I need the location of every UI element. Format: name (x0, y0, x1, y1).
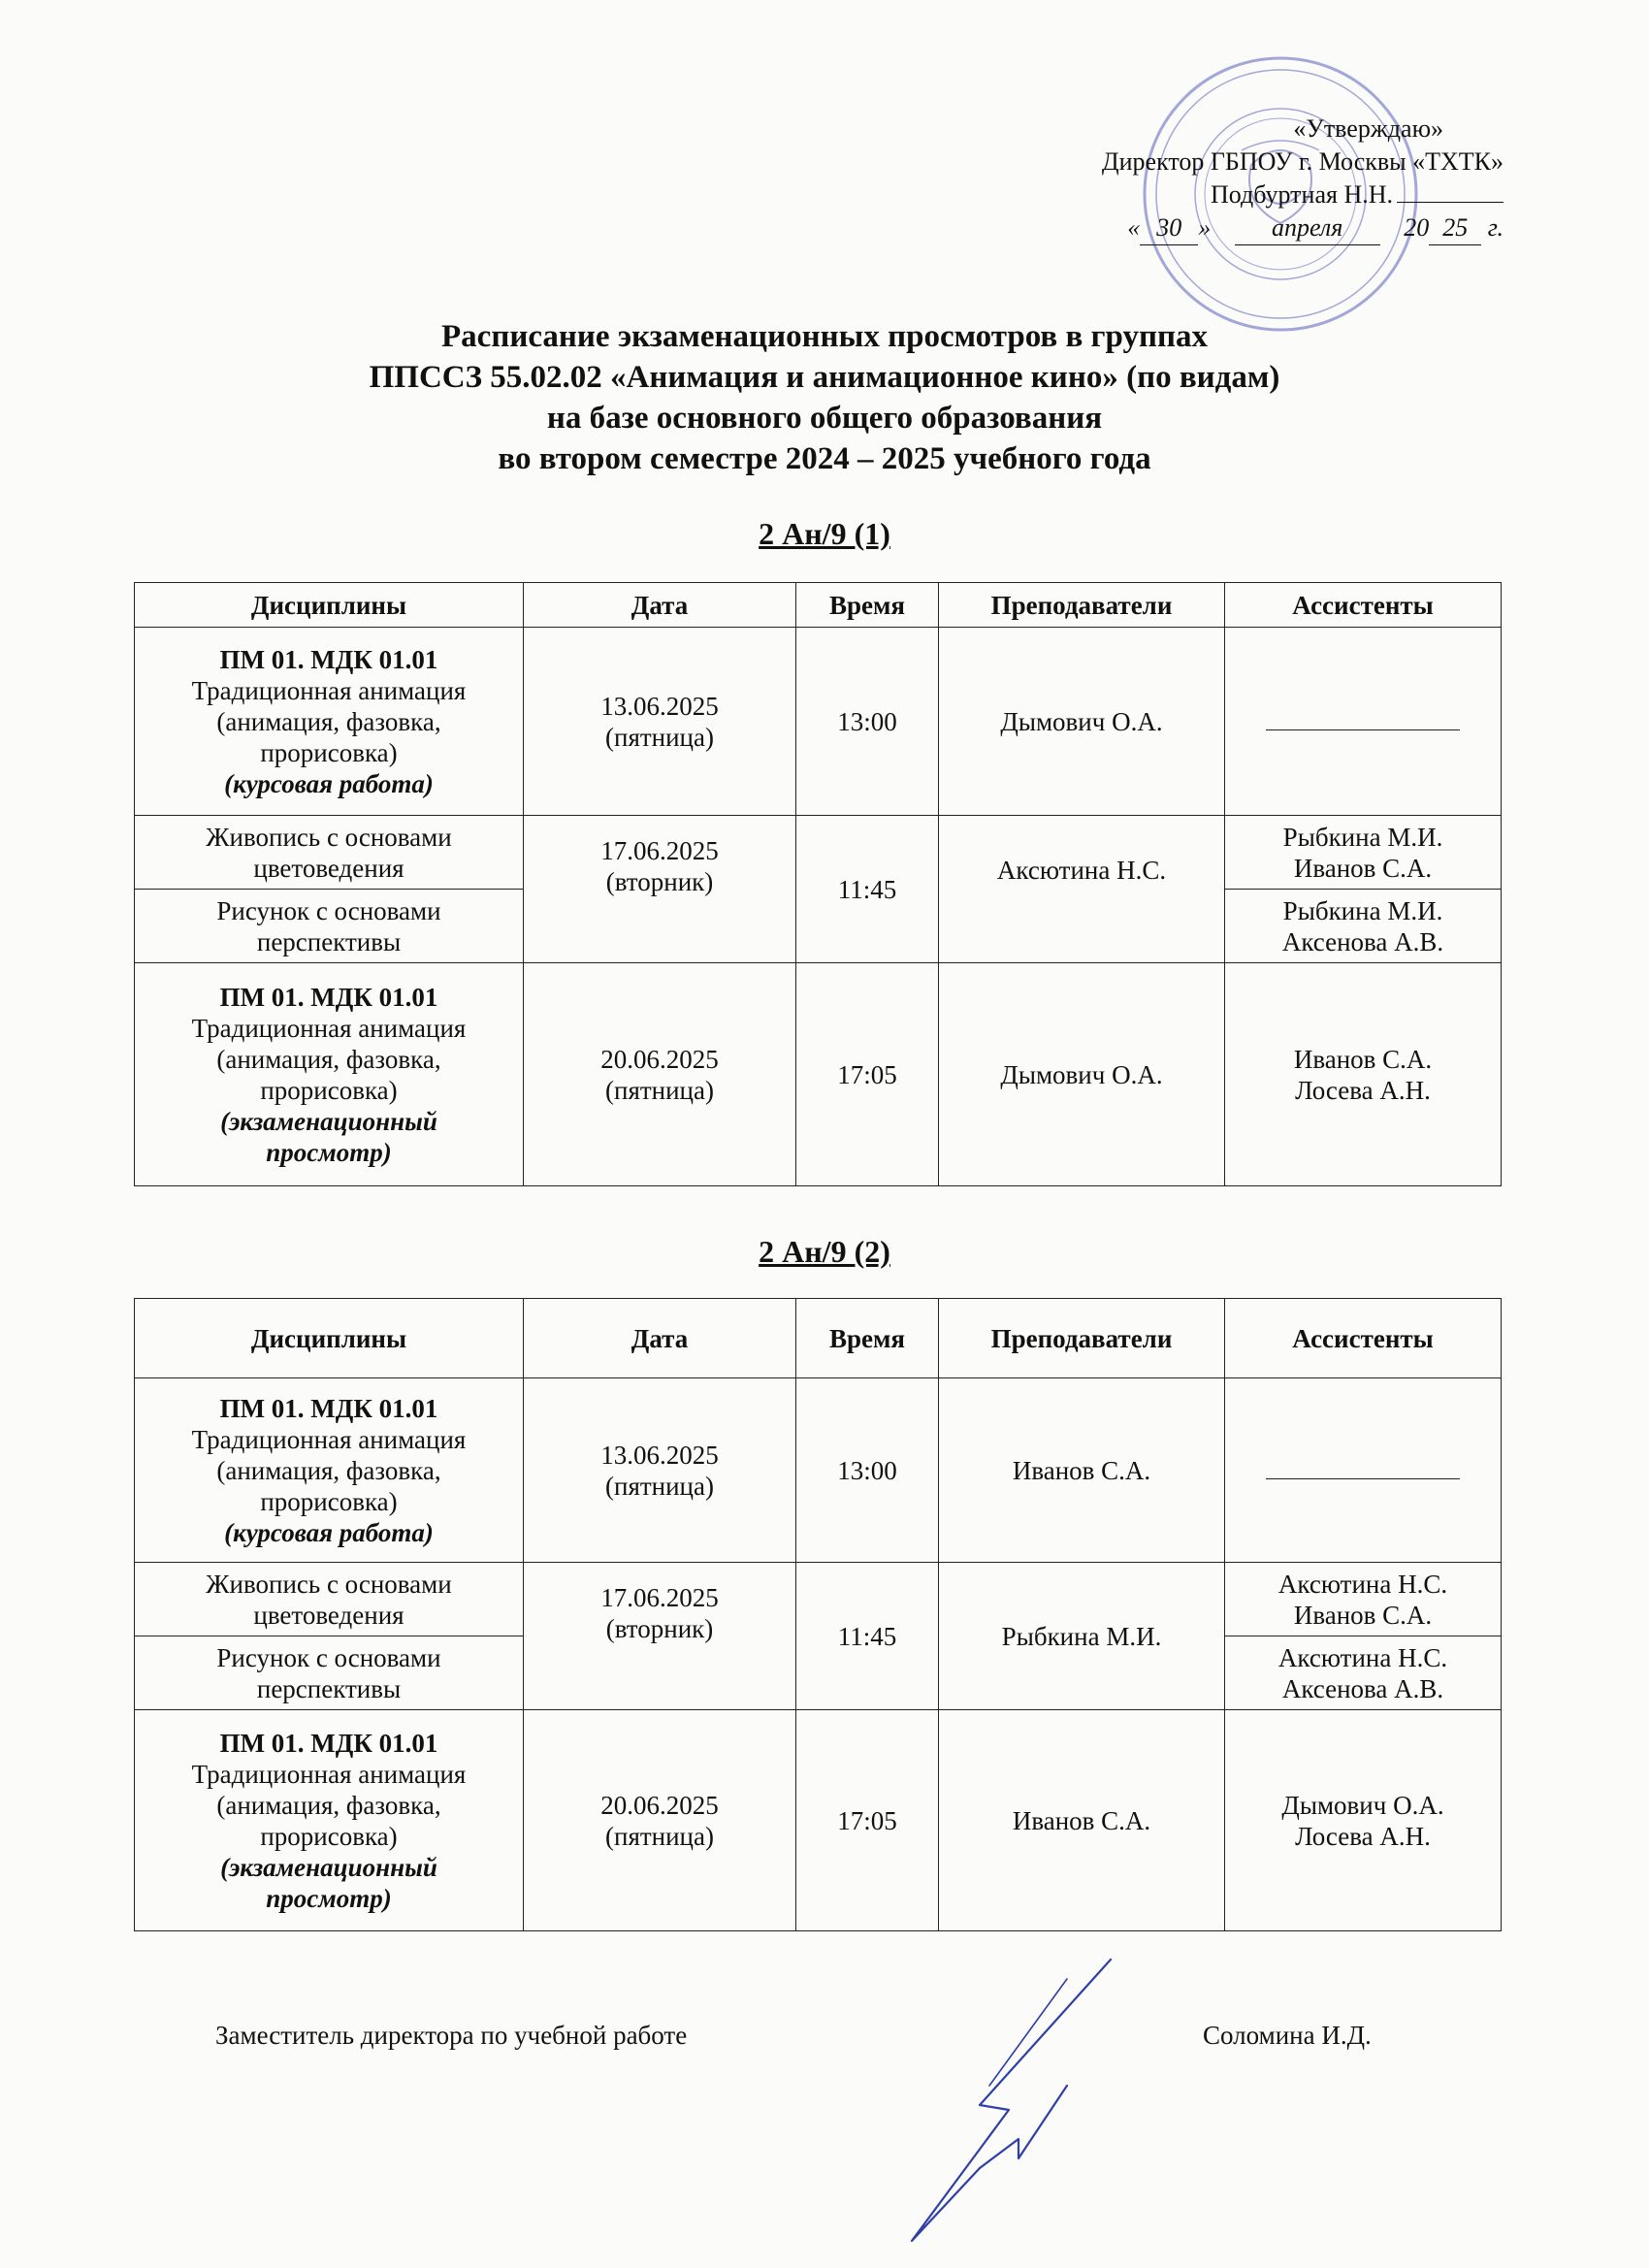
discipline-cell (135, 1710, 524, 1931)
date-cell (524, 816, 796, 963)
assistant-name: Аксютина Н.С. (1277, 1569, 1448, 1599)
empty-dash (1266, 1478, 1460, 1479)
footer-position: Заместитель директора по учебной работе (215, 2021, 688, 2050)
time-cell: 11:45 (796, 816, 939, 963)
assistant-cell (1225, 1710, 1502, 1931)
time-cell: 11:45 (796, 1563, 939, 1710)
table-row (135, 963, 1502, 1186)
discipline-cell (135, 628, 524, 816)
assistant-cell (1225, 816, 1502, 890)
assistant-name: Иванов С.А. (1293, 1600, 1433, 1630)
teacher-cell: Рыбкина М.И. (939, 1563, 1225, 1710)
approver-name: Подбуртная Н.Н. (1211, 180, 1393, 209)
weekday-value: (пятница) (605, 1821, 714, 1851)
discipline-cell (135, 816, 524, 890)
title-line3: на базе основного общего образования (546, 401, 1103, 436)
assistant-name: Лосева А.Н. (1295, 1075, 1431, 1105)
discipline-code: ПМ 01. МДК 01.01 (219, 1393, 438, 1423)
approval-line2: Директор ГБПОУ г. Москвы «ТХТК» (1101, 147, 1504, 176)
assistant-cell (1225, 963, 1502, 1186)
assistant-name: Рыбкина М.И. (1282, 822, 1443, 852)
signature-line (1397, 202, 1504, 203)
discipline-cell (135, 1636, 524, 1710)
discipline-line: перспективы (256, 1673, 402, 1703)
approval-line3 (960, 178, 1504, 211)
assistant-cell (1225, 1563, 1502, 1636)
date-cell (524, 1378, 796, 1563)
table-row (135, 1378, 1502, 1563)
teacher-cell: Иванов С.А. (939, 1710, 1225, 1931)
discipline-line: (анимация, фазовка, (216, 1455, 441, 1485)
discipline-line: цветоведения (253, 1600, 404, 1630)
discipline-line: (анимация, фазовка, (216, 1790, 441, 1820)
header-teachers: Преподаватели (939, 583, 1225, 628)
approval-block (960, 113, 1504, 245)
date-value: 13.06.2025 (600, 1440, 719, 1470)
header-discipline: Дисциплины (135, 583, 524, 628)
header-assistants: Ассистенты (1225, 583, 1502, 628)
assistant-cell (1225, 1378, 1502, 1563)
discipline-cell (135, 890, 524, 963)
group-name: 2 Ан/9 (1) (759, 516, 890, 551)
discipline-line: Традиционная анимация (191, 1013, 467, 1043)
discipline-note: просмотр) (266, 1883, 392, 1913)
approval-line1: «Утверждаю» (1293, 114, 1443, 143)
discipline-line: Традиционная анимация (191, 675, 467, 705)
discipline-note: (экзаменационный (220, 1106, 437, 1136)
discipline-line: перспективы (256, 926, 402, 956)
weekday-value: (пятница) (605, 1075, 714, 1105)
discipline-cell (135, 963, 524, 1186)
time-cell: 13:00 (796, 628, 939, 816)
discipline-cell (135, 1378, 524, 1563)
discipline-line: Традиционная анимация (191, 1424, 467, 1454)
empty-dash (1266, 729, 1460, 730)
discipline-line: Рисунок с основами (216, 895, 441, 925)
assistant-name: Иванов С.А. (1293, 853, 1433, 883)
schedule-table-1 (134, 582, 1502, 1186)
discipline-line: цветоведения (253, 853, 404, 883)
discipline-line: прорисовка) (260, 1821, 398, 1851)
title-line2: ППССЗ 55.02.02 «Анимация и анимационное кино» (по видам) (369, 360, 1280, 395)
assistant-cell (1225, 1636, 1502, 1710)
header-time: Время (796, 583, 939, 628)
table-row (135, 1563, 1502, 1636)
group-name: 2 Ан/9 (2) (759, 1234, 890, 1269)
assistant-name: Аксенова А.В. (1281, 1673, 1444, 1703)
weekday-value: (пятница) (605, 722, 714, 752)
group-heading-2 (0, 1234, 1649, 1270)
assistant-cell (1225, 628, 1502, 816)
time-cell: 13:00 (796, 1378, 939, 1563)
table-row (135, 1710, 1502, 1931)
date-cell (524, 1710, 796, 1931)
discipline-line: (анимация, фазовка, (216, 706, 441, 736)
discipline-line: Живопись с основами (206, 1569, 452, 1599)
weekday-value: (пятница) (605, 1471, 714, 1501)
approval-year-unit: г. (1487, 213, 1504, 242)
approval-year-suffix: 25 (1429, 211, 1481, 245)
table-row (135, 628, 1502, 816)
discipline-cell (135, 1563, 524, 1636)
discipline-line: Рисунок с основами (216, 1642, 441, 1672)
handwritten-signature-icon (873, 1950, 1125, 2260)
time-cell: 17:05 (796, 963, 939, 1186)
header-assistants: Ассистенты (1225, 1299, 1502, 1378)
schedule-table-2 (134, 1298, 1502, 1931)
weekday-value: (вторник) (605, 1614, 714, 1643)
assistant-name: Дымович О.А. (1281, 1790, 1444, 1820)
approval-month: апреля (1235, 211, 1380, 245)
assistant-name: Иванов С.А. (1293, 1044, 1433, 1074)
approval-year-prefix: 20 (1404, 213, 1430, 242)
discipline-line: прорисовка) (260, 1486, 398, 1516)
assistant-name: Лосева А.Н. (1295, 1821, 1431, 1851)
date-cell (524, 1563, 796, 1710)
date-value: 13.06.2025 (600, 691, 719, 721)
table-row (135, 816, 1502, 890)
discipline-line: прорисовка) (260, 1075, 398, 1105)
discipline-line: Традиционная анимация (191, 1759, 467, 1789)
date-value: 20.06.2025 (600, 1044, 719, 1074)
discipline-code: ПМ 01. МДК 01.01 (219, 982, 438, 1012)
teacher-cell: Аксютина Н.С. (939, 816, 1225, 963)
assistant-name: Аксенова А.В. (1281, 926, 1444, 956)
teacher-cell: Дымович О.А. (939, 628, 1225, 816)
discipline-line: Живопись с основами (206, 822, 452, 852)
header-discipline: Дисциплины (135, 1299, 524, 1378)
footer-name: Соломина И.Д. (1203, 2021, 1372, 2050)
discipline-line: (анимация, фазовка, (216, 1044, 441, 1074)
discipline-note: (экзаменационный (220, 1852, 437, 1882)
time-cell: 17:05 (796, 1710, 939, 1931)
approval-day: 30 (1140, 211, 1198, 245)
date-value: 20.06.2025 (600, 1790, 719, 1820)
discipline-line: прорисовка) (260, 737, 398, 767)
header-time: Время (796, 1299, 939, 1378)
page-title (0, 316, 1649, 479)
weekday-value: (вторник) (605, 867, 714, 896)
approval-quote-open: « (1127, 213, 1141, 242)
group-heading-1 (0, 516, 1649, 552)
header-teachers: Преподаватели (939, 1299, 1225, 1378)
discipline-note: (курсовая работа) (224, 1517, 434, 1547)
approval-quote-close: » (1198, 213, 1212, 242)
teacher-cell: Иванов С.А. (939, 1378, 1225, 1563)
discipline-code: ПМ 01. МДК 01.01 (219, 1728, 438, 1758)
assistant-cell (1225, 890, 1502, 963)
date-value: 17.06.2025 (600, 836, 719, 865)
discipline-code: ПМ 01. МДК 01.01 (219, 644, 438, 674)
assistant-name: Аксютина Н.С. (1277, 1642, 1448, 1672)
date-cell (524, 628, 796, 816)
title-line4: во втором семестре 2024 – 2025 учебного года (498, 441, 1151, 476)
approval-date (960, 211, 1504, 245)
table-header-row (135, 583, 1502, 628)
teacher-cell: Дымович О.А. (939, 963, 1225, 1186)
header-date: Дата (524, 1299, 796, 1378)
table-header-row (135, 1299, 1502, 1378)
date-cell (524, 963, 796, 1186)
discipline-note: (курсовая работа) (224, 768, 434, 798)
title-line1: Расписание экзаменационных просмотров в группах (441, 319, 1208, 354)
header-date: Дата (524, 583, 796, 628)
date-value: 17.06.2025 (600, 1583, 719, 1612)
assistant-name: Рыбкина М.И. (1282, 895, 1443, 925)
discipline-note: просмотр) (266, 1137, 392, 1167)
